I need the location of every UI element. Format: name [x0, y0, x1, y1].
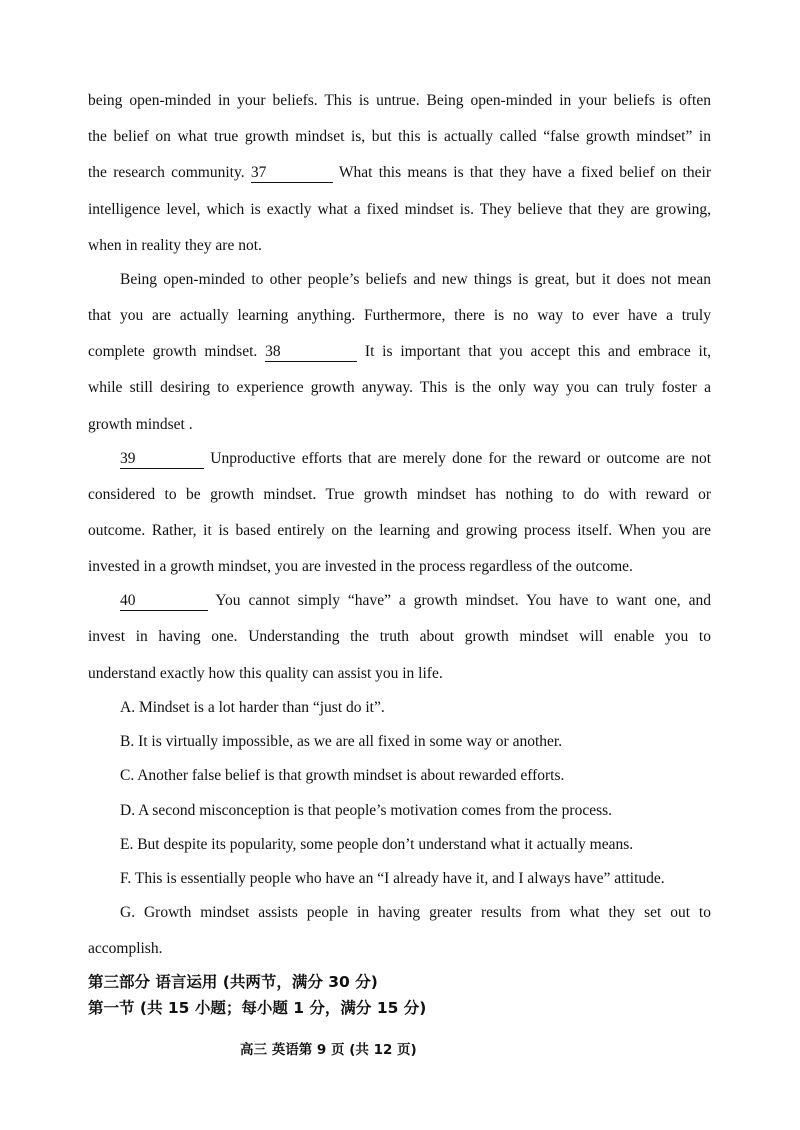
passage-line: understand exactly how this quality can assist you in life.: [88, 665, 443, 682]
option-g-continued: accomplish.: [88, 940, 163, 957]
option-g: G. Growth mindset assists people in having greater results from what they set out to: [120, 904, 711, 921]
option-a: A. Mindset is a lot harder than “just do it”.: [120, 699, 385, 716]
section-heading-part3: 第三部分 语言运用 (共两节，满分 30 分): [88, 973, 378, 991]
passage-line-with-blank-40: [120, 591, 711, 611]
passage-line: being open-minded in your beliefs. This is untrue. Being open-minded in your beliefs is often: [88, 92, 711, 109]
passage-line: invested in a growth mindset, you are invested in the process regardless of the outcome.: [88, 558, 633, 575]
passage-line: intelligence level, which is exactly what a fixed mindset is. They believe that they are growing,: [88, 201, 711, 218]
answer-blank-39: 39: [120, 450, 204, 469]
passage-line: invest in having one. Understanding the truth about growth mindset will enable you to: [88, 628, 711, 645]
passage-text: What this means is that they have a fixed belief on their: [338, 164, 711, 181]
passage-line: Being open-minded to other people’s beliefs and new things is great, but it does not mean: [120, 271, 711, 288]
passage-line: that you are actually learning anything. Furthermore, there is no way to ever have a truly: [88, 307, 711, 324]
passage-text: It is important that you accept this and embrace it,: [364, 343, 712, 360]
option-c: C. Another false belief is that growth mindset is about rewarded efforts.: [120, 767, 565, 784]
option-f: F. This is essentially people who have an “I already have it, and I always have” attitude.: [120, 870, 665, 887]
passage-text: Unproductive efforts that are merely done for the reward or outcome are not: [210, 450, 711, 467]
passage-line-with-blank-37: [88, 163, 711, 183]
passage-text: the research community.: [88, 164, 245, 181]
passage-line: while still desiring to experience growth anyway. This is the only way you can truly foster a: [88, 379, 711, 396]
passage-line: the belief on what true growth mindset is, but this is actually called “false growth mindset” in: [88, 128, 711, 145]
answer-blank-40: 40: [120, 592, 208, 611]
passage-line: considered to be growth mindset. True growth mindset has nothing to do with reward or: [88, 486, 711, 503]
answer-blank-37: 37: [251, 164, 333, 183]
passage-text: complete growth mindset.: [88, 343, 258, 360]
answer-blank-38: 38: [265, 343, 357, 362]
option-d: D. A second misconception is that people’s motivation comes from the process.: [120, 802, 613, 819]
section-heading-sub1: 第一节 (共 15 小题；每小题 1 分，满分 15 分): [88, 999, 427, 1017]
option-e: E. But despite its popularity, some people don’t understand what it actually means.: [120, 836, 634, 853]
passage-line: when in reality they are not.: [88, 237, 262, 254]
page-footer: 高三 英语第 9 页 (共 12 页): [240, 1042, 417, 1058]
passage-line-with-blank-39: [120, 449, 711, 469]
option-b: B. It is virtually impossible, as we are all fixed in some way or another.: [120, 733, 563, 750]
passage-text: You cannot simply “have” a growth mindset. You have to want one, and: [215, 592, 711, 609]
passage-line: growth mindset .: [88, 416, 193, 433]
passage-line: outcome. Rather, it is based entirely on the learning and growing process itself. When you are: [88, 522, 711, 539]
passage-line-with-blank-38: [88, 342, 711, 362]
